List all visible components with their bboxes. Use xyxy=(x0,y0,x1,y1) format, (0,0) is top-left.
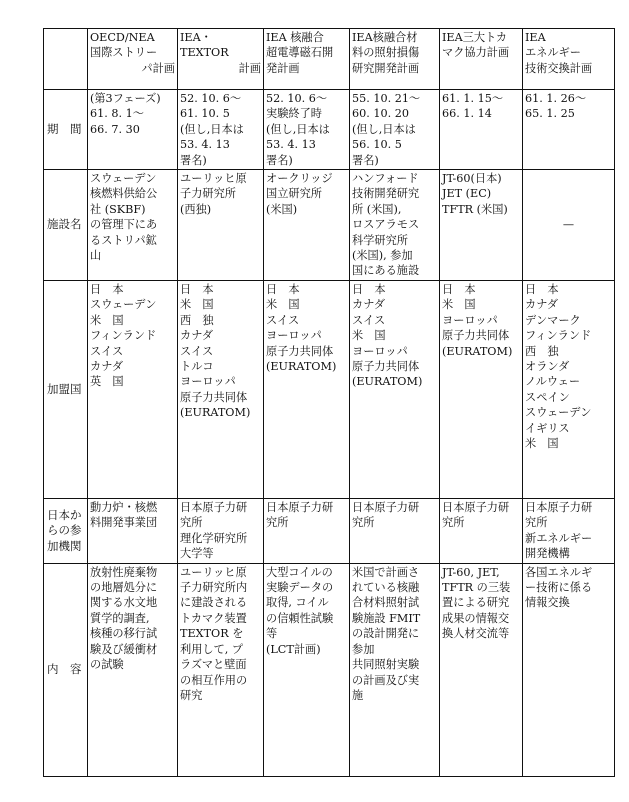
cell-line: 発計画 xyxy=(266,61,300,75)
cell-line: 米 国 xyxy=(180,298,214,312)
cell-line: 研究開発計画 xyxy=(352,61,420,75)
cell-line: 究所 xyxy=(525,516,548,530)
cell-line: 66. 7. 30 xyxy=(90,122,140,136)
table-cell xyxy=(440,499,523,564)
cell-line: JT-60, JET, xyxy=(442,565,500,579)
cell-line: 技術交換計画 xyxy=(525,61,593,75)
cell-line: スイス xyxy=(352,313,386,327)
table-cell xyxy=(178,170,264,281)
cell-line: 52. 10. 6〜 xyxy=(180,92,242,105)
cell-line: 日本原子力研 xyxy=(266,501,334,515)
table-cell xyxy=(88,281,178,499)
cell-line: イギリス xyxy=(525,421,570,435)
cell-line: 53. 4. 13 xyxy=(266,138,316,152)
row-label-text: 加盟国 xyxy=(47,381,82,396)
cell-line: 米 国 xyxy=(525,437,559,451)
cell-line: 日 本 xyxy=(266,283,300,297)
cell-line: JT-60(日本) xyxy=(442,172,502,186)
cell-line: 子力研究所内 xyxy=(180,581,248,595)
cell-line: らの参 xyxy=(47,523,82,538)
cell-line: (EURATOM) xyxy=(352,375,423,389)
cell-line: 取得, コイル xyxy=(266,596,329,610)
cell-line: 日 本 xyxy=(90,283,124,297)
cell-line: (但し,日本は xyxy=(266,122,330,136)
cell-line: (EURATOM) xyxy=(266,360,337,374)
cell-line: 置による研究 xyxy=(442,596,510,610)
cell-line: 換人材交流等 xyxy=(442,627,510,641)
cell-line: 理化学研究所 xyxy=(180,531,248,545)
column-header xyxy=(264,29,350,90)
table-cell xyxy=(178,563,264,776)
cell-line: 英 国 xyxy=(90,375,124,389)
cell-line: ー技術に係る xyxy=(525,581,593,595)
table-cell xyxy=(440,281,523,499)
cell-line: 計画 xyxy=(238,61,261,75)
cell-line: (米国) xyxy=(266,202,298,216)
cell-line: 利用して, プ xyxy=(180,642,244,656)
cell-line: 質学的調査, xyxy=(90,611,150,625)
cell-line: 原子力共同体 xyxy=(266,344,334,358)
table-cell xyxy=(264,90,350,170)
table-cell xyxy=(350,170,440,281)
cell-line: の相互作用の xyxy=(180,673,248,687)
cell-line: 大学等 xyxy=(180,547,214,561)
cell-line: 各国エネルギ xyxy=(525,565,593,579)
cell-line: 核燃料供給公 xyxy=(90,187,158,201)
cell-line: ラズマと壁面 xyxy=(180,658,247,672)
cell-line: 動力炉・核燃 xyxy=(90,501,158,515)
cell-line: の設計開発に xyxy=(352,627,420,641)
table-cell xyxy=(264,281,350,499)
cell-line: 66. 1. 14 xyxy=(442,107,492,121)
content-row xyxy=(44,563,615,776)
cell-line: TFTR (米国) xyxy=(442,202,508,216)
table-cell xyxy=(178,90,264,170)
cell-line: ヨーロッパ xyxy=(266,329,322,343)
cell-line: 日 本 xyxy=(352,283,386,297)
cell-line: 日本原子力研 xyxy=(352,501,420,515)
cell-line: れている核融 xyxy=(352,581,420,595)
row-label-text: 施設名 xyxy=(47,217,82,232)
table-cell xyxy=(440,170,523,281)
cell-line: OECD/NEA xyxy=(90,31,155,44)
cell-line: TEXTOR xyxy=(180,46,229,60)
cell-line: 61. 1. 15〜 xyxy=(442,92,504,105)
cell-line: 55. 10. 21〜 xyxy=(352,92,421,105)
cell-line: TFTR の三装 xyxy=(442,581,511,595)
cell-line: 61. 1. 26〜 xyxy=(525,92,587,105)
cell-line: 米 国 xyxy=(352,329,386,343)
cell-line: JET (EC) xyxy=(442,187,492,201)
cell-line: 61. 10. 5 xyxy=(180,107,230,121)
cell-line: 日本か xyxy=(47,507,82,522)
cell-line: の試験 xyxy=(90,658,124,672)
cell-line: IEA三大トカ xyxy=(442,31,508,44)
cell-line: ヨーロッパ xyxy=(180,375,236,389)
cell-line: カナダ xyxy=(90,360,124,374)
cell-line: 署名) xyxy=(266,153,293,167)
table-cell xyxy=(523,90,615,170)
cell-line: 原子力共同体 xyxy=(442,329,510,343)
cell-line: 成果の情報交 xyxy=(442,611,510,625)
cell-line: スペイン xyxy=(525,390,570,404)
cell-line: 日 本 xyxy=(442,283,476,297)
table-cell xyxy=(523,281,615,499)
cell-line: 日 本 xyxy=(180,283,214,297)
cell-line: スイス xyxy=(90,344,124,358)
table-cell xyxy=(264,170,350,281)
cell-line: 研究 xyxy=(180,688,203,702)
cell-line: (但し,日本は xyxy=(352,122,416,136)
cell-line: (第3フェーズ) xyxy=(90,92,161,105)
table-cell xyxy=(264,563,350,776)
cell-line: 料開発事業団 xyxy=(90,516,158,530)
row-label-text: 内 容 xyxy=(47,661,82,676)
cell-line: ハンフォード xyxy=(352,172,419,186)
header-row xyxy=(44,29,615,90)
cell-line: スウェーデン xyxy=(90,298,157,312)
cell-line: スイス xyxy=(180,344,214,358)
cell-line: IEA核融合材 xyxy=(352,31,418,44)
cell-line: IEA・ xyxy=(180,31,212,44)
cell-line: 究所 xyxy=(266,516,289,530)
cell-line: ノルウェー xyxy=(525,375,581,389)
cell-line: ロスアラモス xyxy=(352,218,420,232)
cell-line: (EURATOM) xyxy=(180,406,251,420)
cell-line: 等 xyxy=(266,627,278,641)
cell-line: 所 (米国), xyxy=(352,202,402,216)
cell-line: ユーリッヒ原 xyxy=(180,565,247,579)
cell-line: 日 本 xyxy=(525,283,559,297)
row-label xyxy=(44,90,88,170)
cell-line: 署名) xyxy=(352,153,379,167)
cell-line: の管理下にあ xyxy=(90,218,158,232)
column-header xyxy=(178,29,264,90)
table-cell xyxy=(178,281,264,499)
table-cell xyxy=(264,499,350,564)
cell-line: エネルギー xyxy=(525,46,581,60)
cell-line: トカマク装置 xyxy=(180,611,247,625)
cell-line: 超電導磁石開 xyxy=(266,46,334,60)
cell-line: カナダ xyxy=(180,329,214,343)
row-label xyxy=(44,563,88,776)
comparison-table xyxy=(43,28,615,777)
cell-line: 究所 xyxy=(352,516,375,530)
table-cell xyxy=(350,281,440,499)
cell-line: TEXTOR を xyxy=(180,627,244,641)
table-cell xyxy=(350,499,440,564)
cell-line: 日本原子力研 xyxy=(442,501,510,515)
cell-line: 科学研究所 xyxy=(352,233,408,247)
row-label xyxy=(44,170,88,281)
cell-line: 米 国 xyxy=(266,298,300,312)
cell-line: カナダ xyxy=(525,298,559,312)
cell-line: オークリッジ xyxy=(266,172,333,186)
cell-line: の地層処分に xyxy=(90,581,158,595)
cell-line: 53. 4. 13 xyxy=(180,138,230,152)
cell-line: 技術開発研究 xyxy=(352,187,420,201)
cell-line: 日本原子力研 xyxy=(525,501,593,515)
cell-line: 米国で計画さ xyxy=(352,565,420,579)
table-cell xyxy=(88,499,178,564)
cell-line: IEA 核融合 xyxy=(266,31,324,44)
cell-line: 究所 xyxy=(180,516,203,530)
cell-line: 西 独 xyxy=(180,313,214,327)
cell-line: (米国), 参加 xyxy=(352,249,413,263)
table-cell xyxy=(178,499,264,564)
cell-line: パ計画 xyxy=(141,61,175,75)
cell-line: 加機関 xyxy=(47,538,82,553)
cell-line: 国立研究所 xyxy=(266,187,322,201)
cell-line: 原子力共同体 xyxy=(180,390,248,404)
table-cell xyxy=(350,563,440,776)
members-row xyxy=(44,281,615,499)
cell-line: ヨーロッパ xyxy=(352,344,408,358)
cell-line: フィンランド xyxy=(525,329,592,343)
period-row xyxy=(44,90,615,170)
cell-line: (西独) xyxy=(180,202,212,216)
cell-line: 新エネルギー xyxy=(525,531,593,545)
cell-line: オランダ xyxy=(525,360,570,374)
cell-line: 参加 xyxy=(352,642,375,656)
cell-line: マク協力計画 xyxy=(442,46,510,60)
cell-line: トルコ xyxy=(180,360,214,374)
row-label xyxy=(44,499,88,564)
cell-line: 究所 xyxy=(442,516,465,530)
cell-line: 施 xyxy=(352,688,364,702)
table-cell xyxy=(523,563,615,776)
cell-line: (EURATOM) xyxy=(442,344,513,358)
cell-line: 西 独 xyxy=(525,344,559,358)
cell-line: 日本原子力研 xyxy=(180,501,248,515)
table-cell xyxy=(350,90,440,170)
japan-orgs-row xyxy=(44,499,615,564)
facility-row xyxy=(44,170,615,281)
cell-line: 署名) xyxy=(180,153,207,167)
cell-line: 61. 8. 1〜 xyxy=(90,107,144,121)
cell-line: (但し,日本は xyxy=(180,122,244,136)
cell-line: 56. 10. 5 xyxy=(352,138,402,152)
cell-line: 放射性廃棄物 xyxy=(90,565,158,579)
cell-line: 実験データの xyxy=(266,581,334,595)
cell-line: 60. 10. 20 xyxy=(352,107,409,121)
column-header xyxy=(350,29,440,90)
cell-line: 山 xyxy=(90,249,102,263)
cell-line: に建設される xyxy=(180,596,248,610)
cell-line: 米 国 xyxy=(90,313,124,327)
cell-line: 国際ストリー xyxy=(90,46,158,60)
table-cell xyxy=(88,90,178,170)
cell-line: 関する水文地 xyxy=(90,596,158,610)
column-header xyxy=(88,29,178,90)
cell-line: — xyxy=(562,218,575,232)
cell-line: 米 国 xyxy=(442,298,476,312)
cell-line: 合材料照射試 xyxy=(352,596,420,610)
cell-line: 共同照射実験 xyxy=(352,658,420,672)
cell-line: 核種の移行試 xyxy=(90,627,158,641)
cell-line: 大型コイルの xyxy=(266,565,333,579)
cell-line: フィンランド xyxy=(90,329,157,343)
cell-line: 52. 10. 6〜 xyxy=(266,92,328,105)
cell-line: 開発機構 xyxy=(525,547,570,561)
cell-line: 験施設 FMIT xyxy=(352,611,421,625)
cell-line: の信頼性試験 xyxy=(266,611,334,625)
table-cell xyxy=(440,563,523,776)
cell-line: 子力研究所 xyxy=(180,187,236,201)
table-cell xyxy=(88,563,178,776)
column-header xyxy=(523,29,615,90)
cell-line: 国にある施設 xyxy=(352,264,420,278)
cell-line: (LCT計画) xyxy=(266,642,321,656)
cell-line: 情報交換 xyxy=(525,596,570,610)
table-cell xyxy=(440,90,523,170)
cell-line: 験及び緩衝材 xyxy=(90,642,158,656)
cell-line: スウェーデン xyxy=(525,406,592,420)
cell-line: 料の照射損傷 xyxy=(352,46,420,60)
cell-line: スイス xyxy=(266,313,300,327)
table-cell xyxy=(523,170,615,281)
cell-line: 社 (SKBF) xyxy=(90,202,146,216)
cell-line: ユーリッヒ原 xyxy=(180,172,247,186)
cell-line: 原子力共同体 xyxy=(352,360,420,374)
cell-line: るストリパ鉱 xyxy=(90,233,157,247)
row-label-text: 期 間 xyxy=(47,121,82,136)
column-header xyxy=(440,29,523,90)
cell-line: カナダ xyxy=(352,298,386,312)
cell-line: IEA xyxy=(525,31,546,44)
row-label xyxy=(44,281,88,499)
cell-line: ヨーロッパ xyxy=(442,313,498,327)
table-cell xyxy=(88,170,178,281)
cell-line: スウェーデン xyxy=(90,172,157,186)
cell-line: 65. 1. 25 xyxy=(525,107,575,121)
cell-line: 実験終了時 xyxy=(266,107,322,121)
cell-line: デンマーク xyxy=(525,313,581,327)
corner-cell xyxy=(44,29,88,90)
cell-line: の計画及び実 xyxy=(352,673,420,687)
table-cell xyxy=(523,499,615,564)
